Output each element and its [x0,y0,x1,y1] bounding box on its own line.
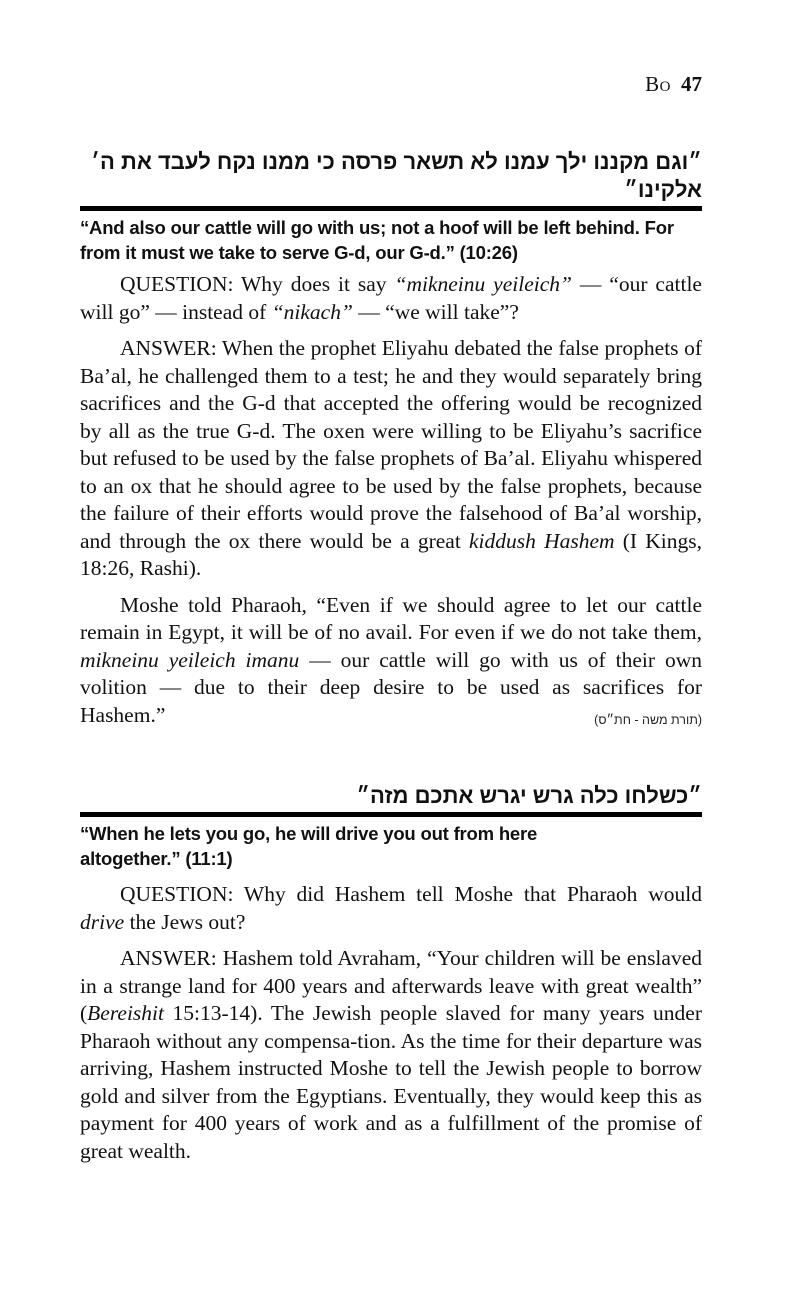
text-run: QUESTION: Why does it say [120,272,395,296]
italic-text: “nikach” [271,299,353,324]
text-run: the Jews out? [124,909,246,934]
section-rule [80,812,702,817]
text-run: — “we will take”? [352,299,519,324]
question-paragraph [80,271,702,326]
english-verse: “When he lets you go, he will drive you out from here altogether.” (11:1) [80,823,538,869]
section-1 [80,148,702,729]
running-head-title: Bo [645,72,671,96]
hebrew-verse: ״כשלחו כלה גרש יגרש אתכם מזה״ [356,783,702,808]
italic-text: “mikneinu yeileich” [394,272,572,296]
page-number: 47 [681,72,702,96]
section-2 [80,782,702,1165]
text-run: 15:13-14). The Jewish people slaved for many years under Pharaoh without any compensa-tion. As the time for their departure was arriving, Hashem instructed Moshe to tell the Jewish people to borrow gold and silver from the Egyptians. Eventually, they would keep this as payment for 400 years of work and as a fulfillment of the promise of great wealth. [80,1001,702,1163]
question-paragraph [80,881,702,936]
hebrew-verse: ״וגם מקננו ילך עמנו לא תשאר פרסה כי ממנו נקח לעבד את ה׳ אלקינו״ [91,149,702,202]
section-rule [80,206,702,211]
english-verse: “And also our cattle will go with us; not a hoof will be left behind. For from it must we take to serve G-d, our G-d.” (10:26) [80,217,674,263]
italic-text: drive [80,909,125,934]
text-run: — “our cattle will go” — instead of [80,272,702,324]
text-run: (I Kings, 18:26, Rashi). [80,528,702,580]
text-run: ANSWER: Hashem told Avraham, “Your children will be enslaved in a strange land for 400 years and afterwards leave with great wealth” ( [80,946,702,1025]
italic-text: mikneinu yeileich imanu [80,647,300,672]
source-citation: (תורת משה - חת״ס) [594,713,702,727]
text-run: Moshe told Pharaoh, “Even if we should agree to let our cattle remain in Egypt, it will be of no avail. For even if we do not take them, [80,592,702,644]
italic-text: kiddush Hashem [468,528,615,553]
body-paragraph [80,592,702,730]
running-head [645,72,702,97]
italic-text: Bereishit [87,1001,164,1025]
answer-paragraph [80,335,702,583]
answer-paragraph [80,945,702,1165]
text-run: — our cattle will go with us of their own volition — due to their deep desire to be used as sacrifices for Hashem.” [80,647,702,727]
text-run: ANSWER: When the prophet Eliyahu debated the false prophets of Ba’al, he challenged them to a test; he and they would separately bring sacrifices and the G-d that accepted the offering would be recognized by all as the true G-d. The oxen were willing to be Eliyahu’s sacrifice but refused to be used by the false prophets of Ba’al. Eliyahu whispered to an ox that he should agree to be used by the false prophets, because the failure of their efforts would prove the falsehood of Ba’al worship, and through the ox there would be a great [80,336,702,553]
text-run: QUESTION: Why did Hashem tell Moshe that Pharaoh would [120,882,702,906]
